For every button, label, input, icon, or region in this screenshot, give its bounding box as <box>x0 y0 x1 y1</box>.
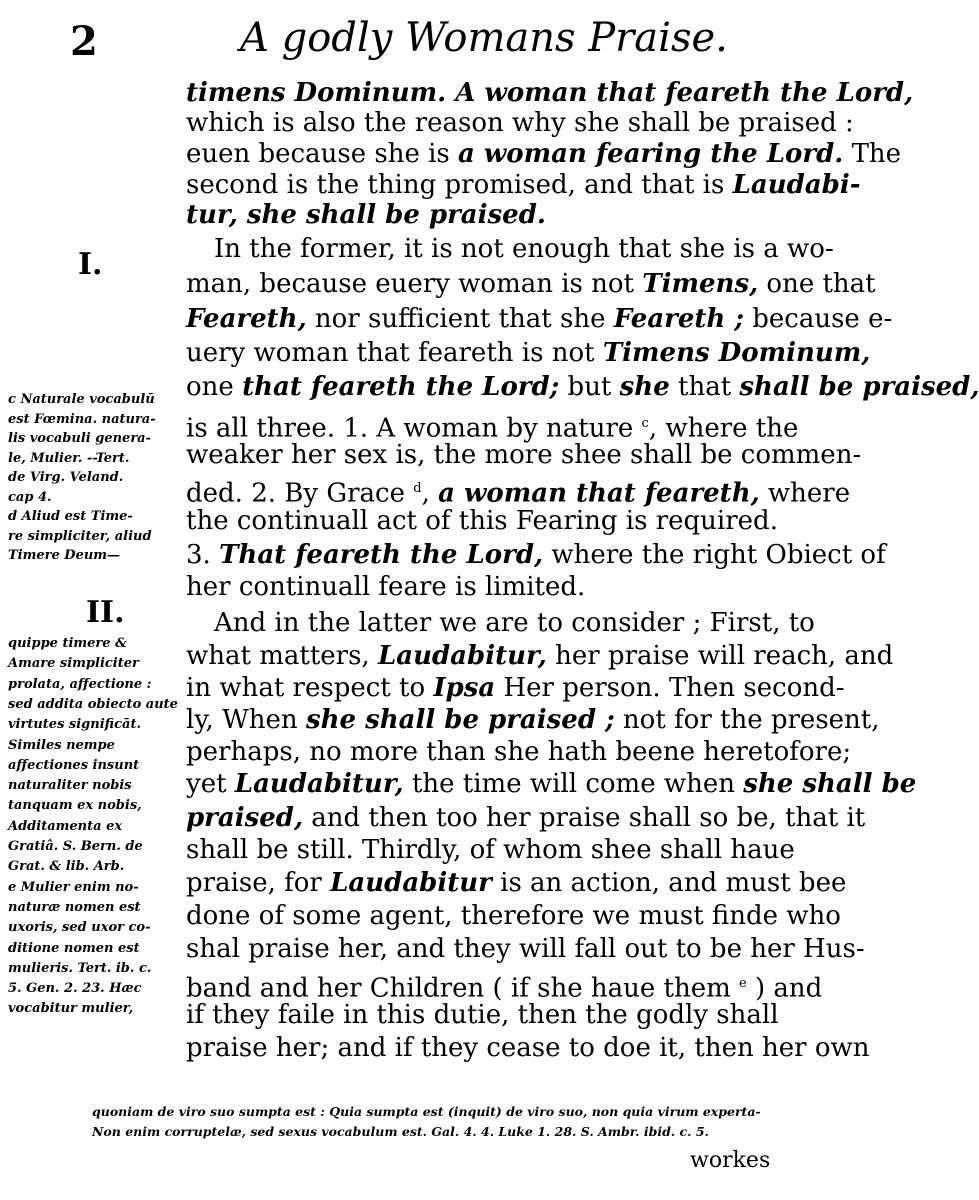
italic-run: Ipsa <box>433 673 496 703</box>
roman-run: ded. 2. By Grace <box>186 478 414 509</box>
margin-note-line: cap 4. <box>8 489 52 505</box>
roman-run: where <box>759 478 851 509</box>
roman-run: is an action, and must bee <box>491 868 847 898</box>
roman-run: one <box>186 372 243 402</box>
margin-note-line: Additamenta ex <box>8 818 123 834</box>
roman-run: in what respect to <box>186 673 434 703</box>
text-line <box>186 641 893 672</box>
roman-run: euen because she is <box>186 139 459 169</box>
margin-note-line: lis vocabuli genera- <box>8 431 151 446</box>
roman-run: yet <box>186 769 235 799</box>
text-line <box>186 139 901 170</box>
margin-note-line: quippe timere & <box>8 636 127 651</box>
roman-run: ) and <box>746 973 823 1004</box>
footnote-line: quoniam de viro suo sumpta est : Quia sumpta est (inquit) de viro suo, non quia virum experta- <box>92 1104 761 1119</box>
italic-run: Laudabitur, <box>377 641 547 671</box>
footnote-marker: d <box>413 481 422 496</box>
margin-note-line: de Virg. Veland. <box>8 470 124 485</box>
margin-note-line: naturæ nomen est <box>8 899 141 915</box>
text-line <box>186 705 880 736</box>
italic-run: shall be praised, <box>739 372 979 402</box>
italic-run: she <box>619 372 670 402</box>
margin-note-line: le, Mulier. --Tert. <box>8 450 130 466</box>
margin-note-line: Amare simpliciter <box>8 656 139 672</box>
italic-run: timens Dominum. A woman that feareth the Lord, <box>186 78 914 108</box>
margin-note-line: uxoris, sed uxor co- <box>8 920 151 936</box>
text-line <box>186 803 865 834</box>
text-line <box>214 608 815 639</box>
roman-run: ly, When <box>186 705 306 735</box>
roman-run: uery woman that feareth is not <box>186 338 603 368</box>
roman-run: if they faile in this dutie, then the godly shall <box>186 1000 779 1030</box>
roman-run: 3. <box>186 540 220 570</box>
text-line <box>186 1000 779 1031</box>
roman-run: band and her Children ( if she haue them <box>186 973 740 1004</box>
text-line <box>186 737 851 768</box>
text-line <box>186 473 851 509</box>
roman-run: the continuall act of this Fearing is required. <box>186 506 778 536</box>
running-head: A godly Womans Praise. <box>240 15 728 61</box>
roman-run: is all three. 1. A woman by nature <box>186 413 642 444</box>
margin-note-line: Grat. & lib. Arb. <box>8 859 125 875</box>
roman-run: and then too her praise shall so be, that it <box>303 803 866 833</box>
text-line <box>214 234 834 265</box>
roman-run: one that <box>758 269 876 299</box>
text-line <box>186 968 823 1004</box>
italic-run: Feareth, <box>186 304 307 334</box>
roman-run: praise, for <box>186 868 331 898</box>
roman-run: , where the <box>648 413 799 444</box>
roman-run: the time will come when <box>403 769 744 799</box>
roman-run: her continuall feare is limited. <box>186 572 586 602</box>
roman-run: In the former, it is not enough that she is a wo- <box>214 234 834 264</box>
footnote-line: Non enim corruptelæ, sed sexus vocabulum est. Gal. 4. 4. Luke 1. 28. S. Ambr. ibid. c. 5. <box>92 1124 709 1139</box>
text-line <box>186 572 585 603</box>
roman-run: weaker her sex is, the more shee shall be commen- <box>186 440 862 470</box>
italic-run: That feareth the Lord, <box>219 540 544 570</box>
margin-note-line: virtutes significāt. <box>8 717 141 733</box>
text-line <box>186 170 861 201</box>
section-marker-one: I. <box>78 247 103 282</box>
italic-run: she shall be praised ; <box>305 705 615 735</box>
roman-run: because e- <box>743 304 893 334</box>
margin-note-line: c Naturale vocabulū <box>8 392 155 407</box>
italic-run: Timens Dominum, <box>602 338 871 368</box>
roman-run: shall be still. Thirdly, of whom shee shall haue <box>186 835 795 865</box>
text-line <box>186 868 846 899</box>
italic-run: a woman fearing the Lord. <box>458 139 844 169</box>
margin-note-line: re simpliciter, aliud <box>8 528 152 544</box>
roman-run: shal praise her, and they will fall out to be her Hus- <box>186 934 865 964</box>
text-line <box>186 408 799 444</box>
roman-run: second is the thing promised, and that is <box>186 170 733 200</box>
text-line <box>186 108 854 139</box>
text-line <box>186 338 870 369</box>
margin-note-line: Similes nempe <box>8 737 115 753</box>
section-marker-two: II. <box>86 595 125 630</box>
roman-run: praise her; and if they cease to doe it, then her own <box>186 1033 870 1063</box>
margin-note-line: prolata, affectione : <box>8 676 152 692</box>
roman-run: man, because euery woman is not <box>186 269 643 299</box>
margin-note-line: tanquam ex nobis, <box>8 798 142 814</box>
catchword: workes <box>690 1148 771 1173</box>
margin-note-line: Gratiâ. S. Bern. de <box>8 839 143 854</box>
margin-note-line: naturaliter nobis <box>8 778 132 794</box>
text-line <box>186 372 979 403</box>
margin-note-line: d Aliud est Time- <box>8 509 133 524</box>
text-line <box>186 506 778 537</box>
text-line <box>186 901 841 932</box>
text-line <box>186 200 546 231</box>
italic-run: tur, she shall be praised. <box>186 200 546 230</box>
margin-note-line: est Fœmina. natura- <box>8 411 156 427</box>
margin-note-line: Timere Deum— <box>8 548 121 563</box>
margin-note-line: ditione nomen est <box>8 940 140 956</box>
footnote-marker: e <box>739 976 747 991</box>
text-line <box>186 304 892 335</box>
roman-run: where the right Obiect of <box>543 540 886 570</box>
italic-run: Feareth ; <box>613 304 744 334</box>
margin-note-line: vocabitur mulier, <box>8 1001 134 1017</box>
roman-run: which is also the reason why she shall be praised : <box>186 108 854 138</box>
roman-run: The <box>843 139 902 169</box>
text-line <box>186 673 845 704</box>
roman-run: perhaps, no more than she hath beene heretofore; <box>186 737 852 767</box>
italic-run: she shall be <box>743 769 917 799</box>
margin-note-line: sed addita obiecto aute <box>8 696 178 712</box>
text-line <box>186 269 876 300</box>
roman-run: , <box>421 478 439 509</box>
footnote-marker: c <box>641 416 649 431</box>
italic-run: Laudabitur <box>330 868 492 898</box>
text-line <box>186 769 916 800</box>
italic-run: Laudabi- <box>732 170 861 200</box>
text-line <box>186 78 913 109</box>
text-line <box>186 540 886 571</box>
roman-run: but <box>559 372 620 402</box>
roman-run: Her person. Then second- <box>495 673 845 703</box>
margin-note-line: 5. Gen. 2. 23. Hæc <box>8 981 142 997</box>
text-line <box>186 934 865 965</box>
italic-run: Laudabitur, <box>234 769 404 799</box>
roman-run: what matters, <box>186 641 378 671</box>
roman-run: that <box>669 372 740 402</box>
roman-run: And in the latter we are to consider ; First, to <box>214 608 815 638</box>
margin-note-line: affectiones insunt <box>8 757 140 773</box>
roman-run: her praise will reach, and <box>546 641 894 671</box>
roman-run: done of some agent, therefore we must finde who <box>186 901 841 931</box>
italic-run: Timens, <box>642 269 759 299</box>
text-line <box>186 835 795 866</box>
text-line <box>186 440 861 471</box>
italic-run: a woman that feareth, <box>438 478 760 509</box>
roman-run: not for the present, <box>614 705 880 735</box>
page-number: 2 <box>70 18 98 65</box>
roman-run: nor sufficient that she <box>306 304 614 334</box>
margin-note-line: mulieris. Tert. ib. c. <box>8 960 152 976</box>
margin-note-line: e Mulier enim no- <box>8 879 139 895</box>
text-line <box>186 1033 869 1064</box>
italic-run: praised, <box>186 803 304 833</box>
italic-run: that feareth the Lord; <box>242 372 560 402</box>
